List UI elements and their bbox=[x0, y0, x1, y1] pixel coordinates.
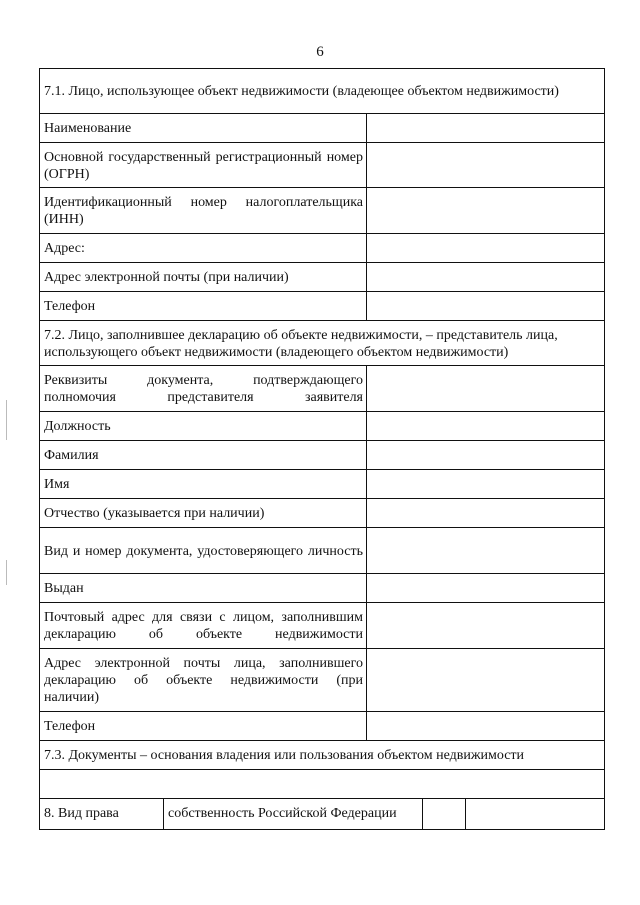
field-label: Наименование bbox=[40, 114, 367, 142]
form-field-row bbox=[40, 469, 604, 498]
form-field-row bbox=[40, 233, 604, 262]
blank-row bbox=[40, 769, 604, 798]
section-heading: 7.1. Лицо, использующее объект недвижимости (владеющее объектом недвижимости) bbox=[44, 84, 559, 99]
field-label: Имя bbox=[40, 470, 367, 498]
form-field-row bbox=[40, 648, 604, 711]
form-field-row bbox=[40, 187, 604, 233]
field-value-cell[interactable] bbox=[367, 712, 604, 740]
right-type-extra-cell[interactable] bbox=[423, 799, 466, 829]
right-type-label: 8. Вид права bbox=[40, 799, 164, 829]
field-value-cell[interactable] bbox=[367, 603, 604, 648]
field-label: Телефон bbox=[40, 292, 367, 320]
field-value-cell[interactable] bbox=[367, 499, 604, 527]
field-label: Фамилия bbox=[40, 441, 367, 469]
field-value-cell[interactable] bbox=[367, 574, 604, 602]
field-label: Почтовый адрес для связи с лицом, заполнившим декларацию об объекте недвижимости bbox=[40, 603, 367, 648]
section-heading-row bbox=[40, 69, 604, 113]
form-field-row bbox=[40, 411, 604, 440]
section-heading: 7.3. Документы – основания владения или пользования объектом недвижимости bbox=[44, 748, 525, 763]
field-label: Реквизиты документа, подтверждающего полномочия представителя заявителя bbox=[40, 366, 367, 411]
field-label: Выдан bbox=[40, 574, 367, 602]
field-value-cell[interactable] bbox=[367, 234, 604, 262]
blank-cell[interactable] bbox=[40, 770, 604, 798]
field-label: Адрес электронной почты (при наличии) bbox=[40, 263, 367, 291]
scan-edge-mark bbox=[6, 560, 7, 585]
form-field-row bbox=[40, 602, 604, 648]
form-field-row bbox=[40, 711, 604, 740]
form-field-row bbox=[40, 262, 604, 291]
right-type-extra-cell[interactable] bbox=[466, 799, 604, 829]
field-value-cell[interactable] bbox=[367, 528, 604, 573]
field-label: Телефон bbox=[40, 712, 367, 740]
field-label: Должность bbox=[40, 412, 367, 440]
right-type-row bbox=[40, 798, 604, 829]
form-field-row bbox=[40, 365, 604, 411]
field-value-cell[interactable] bbox=[367, 366, 604, 411]
form-field-row bbox=[40, 527, 604, 573]
field-value-cell[interactable] bbox=[367, 292, 604, 320]
right-type-value[interactable]: собственность Российской Федерации bbox=[164, 799, 423, 829]
field-value-cell[interactable] bbox=[367, 143, 604, 187]
field-value-cell[interactable] bbox=[367, 470, 604, 498]
section-heading-row bbox=[40, 320, 604, 365]
form-field-row bbox=[40, 291, 604, 320]
field-value-cell[interactable] bbox=[367, 188, 604, 233]
form-field-row bbox=[40, 573, 604, 602]
section-heading-row bbox=[40, 740, 604, 769]
field-label: Отчество (указывается при наличии) bbox=[40, 499, 367, 527]
field-label: Адрес электронной почты лица, заполнившего декларацию об объекте недвижимости (при наличии) bbox=[40, 649, 367, 711]
field-value-cell[interactable] bbox=[367, 441, 604, 469]
form-field-row bbox=[40, 113, 604, 142]
section-heading: 7.2. Лицо, заполнившее декларацию об объекте недвижимости, – представитель лица, использующего объект недвижимости (владеющего объектом недвижимости) bbox=[44, 327, 558, 360]
declaration-form-table bbox=[39, 68, 605, 830]
scan-edge-mark bbox=[6, 400, 7, 440]
field-label: Идентификационный номер налогоплательщика (ИНН) bbox=[40, 188, 367, 233]
field-value-cell[interactable] bbox=[367, 263, 604, 291]
form-field-row bbox=[40, 498, 604, 527]
field-value-cell[interactable] bbox=[367, 649, 604, 711]
field-value-cell[interactable] bbox=[367, 412, 604, 440]
field-label: Основной государственный регистрационный номер (ОГРН) bbox=[40, 143, 367, 187]
page-number: 6 bbox=[316, 44, 324, 60]
form-field-row bbox=[40, 142, 604, 187]
field-value-cell[interactable] bbox=[367, 114, 604, 142]
form-field-row bbox=[40, 440, 604, 469]
field-label: Адрес: bbox=[40, 234, 367, 262]
field-label: Вид и номер документа, удостоверяющего личность bbox=[40, 528, 367, 573]
